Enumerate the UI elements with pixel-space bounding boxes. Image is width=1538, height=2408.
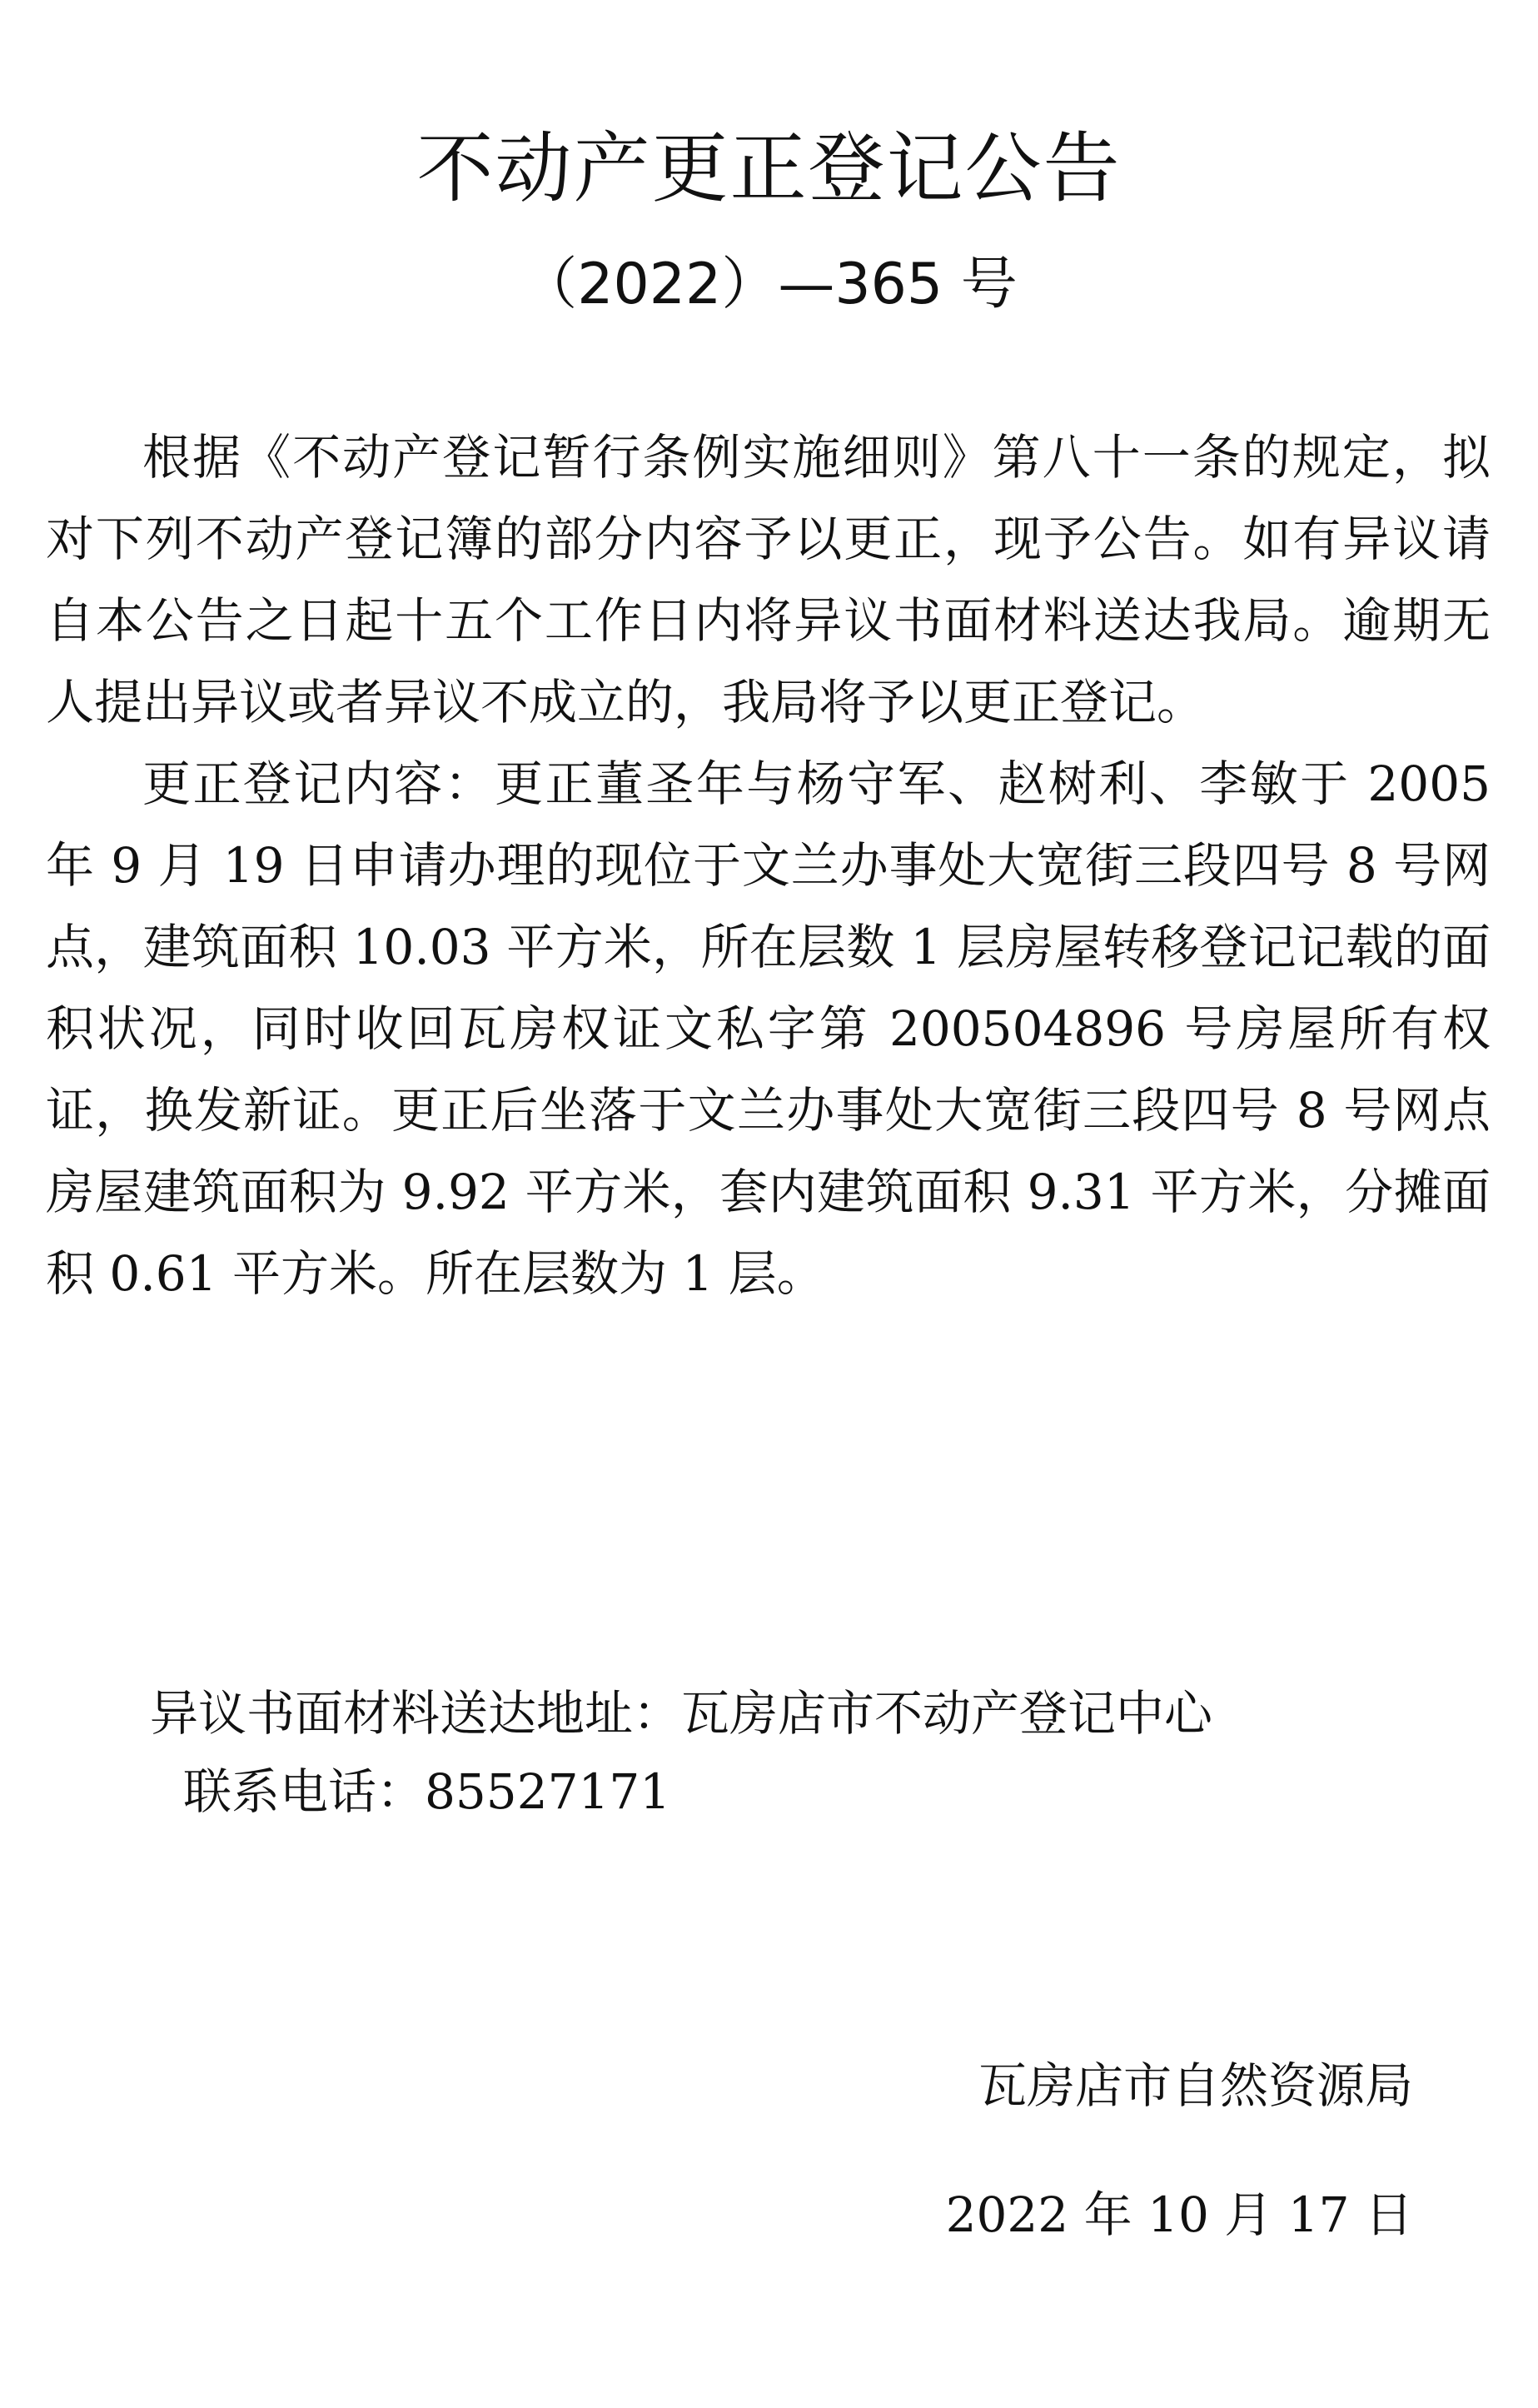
- objection-address: 异议书面材料送达地址：瓦房店市不动产登记中心: [150, 1685, 1213, 1742]
- contact-phone: 联系电话：85527171: [183, 1763, 671, 1820]
- contact-block: [150, 1674, 1212, 1831]
- issuing-authority: 瓦房店市自然资源局: [978, 2057, 1413, 2114]
- document-number: （2022）—365 号: [520, 252, 1018, 317]
- announcement-body: [46, 416, 1491, 1314]
- paragraph-correction-content: 更正登记内容：更正董圣年与杨守军、赵树利、李敏于 2005 年 9 月 19 日申请办理的现位于文兰办事处大宽街三段四号 8 号网点，建筑面积 10.03 平方米，所在层数 1 层房屋转移登记记载的面积状况，同时收回瓦房权证文私字第 200504896 号房屋所有权证，换发新证。更正后坐落于文兰办事处大宽街三段四号 8 号网点房屋建筑面积为 9.92 平方米，套内建筑面积 9.31 平方米，分摊面积 0.61 平方米。所在层数为 1 层。: [46, 755, 1491, 1302]
- document-title: 不动产更正登记公告: [416, 124, 1122, 213]
- issue-date: 2022 年 10 月 17 日: [945, 2186, 1413, 2243]
- paragraph-legal-basis: 根据《不动产登记暂行条例实施细则》第八十一条的规定，拟对下列不动产登记簿的部分内容予以更正，现予公告。如有异议请自本公告之日起十五个工作日内将异议书面材料送达我局。逾期无人提出异议或者异议不成立的，我局将予以更正登记。: [46, 429, 1491, 730]
